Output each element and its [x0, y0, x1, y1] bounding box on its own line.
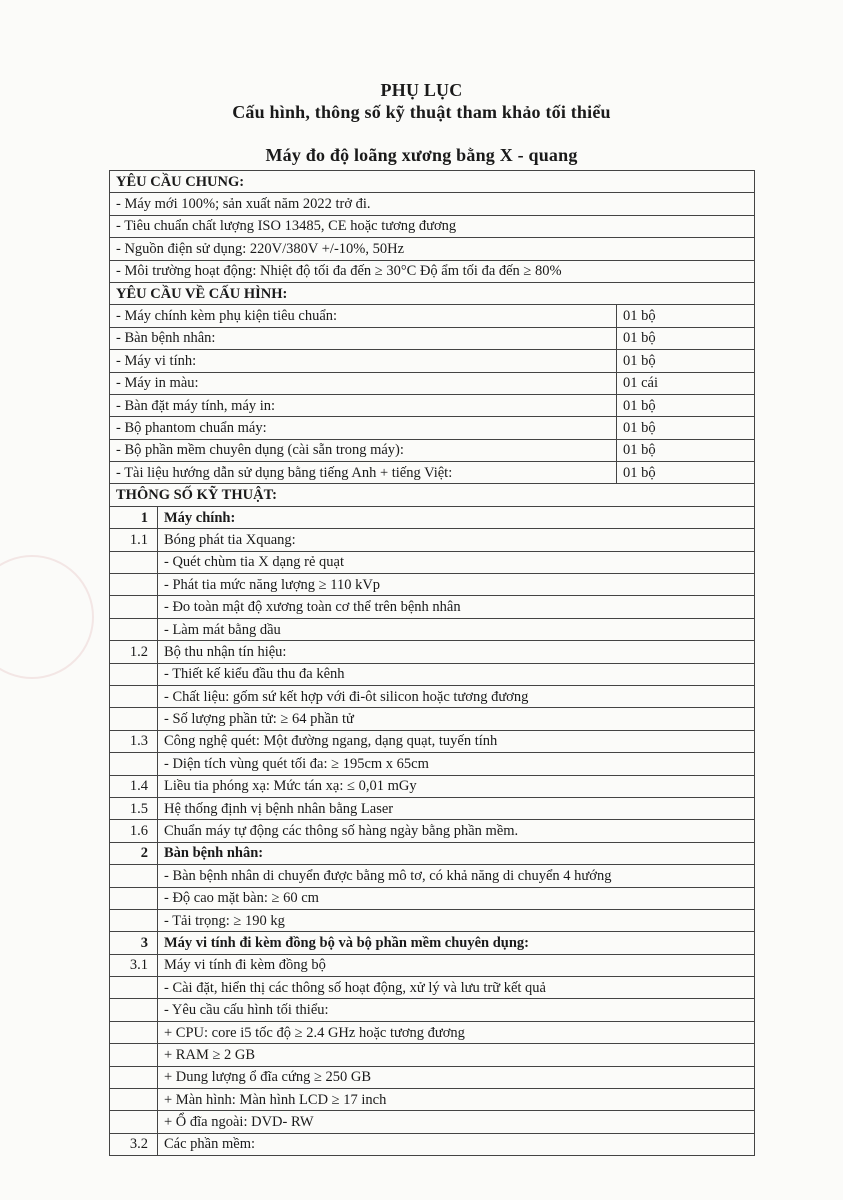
- config-item-label: - Tài liệu hướng dẫn sử dụng bằng tiếng Anh + tiếng Việt:: [110, 462, 617, 484]
- spec-row-text: Máy vi tính đi kèm đồng bộ: [158, 954, 755, 976]
- spec-row-number: [110, 1021, 158, 1043]
- spec-row-number: [110, 663, 158, 685]
- spec-row-number: 3.1: [110, 954, 158, 976]
- spec-row-number: 1.4: [110, 775, 158, 797]
- spec-row-text: - Chất liệu: gốm sứ kết hợp với đi-ôt silicon hoặc tương đương: [158, 685, 755, 707]
- general-requirement-item: - Nguồn điện sử dụng: 220V/380V +/-10%, 50Hz: [110, 238, 755, 260]
- spec-row-text: + Dung lượng ổ đĩa cứng ≥ 250 GB: [158, 1066, 755, 1088]
- spec-row-number: [110, 685, 158, 707]
- spec-row-number: 1.5: [110, 797, 158, 819]
- appendix-title: PHỤ LỤC: [380, 80, 463, 100]
- spec-row-number: [110, 753, 158, 775]
- config-item-quantity: 01 bộ: [617, 417, 755, 439]
- spec-row-number: [110, 909, 158, 931]
- faded-stamp: [0, 555, 94, 679]
- spec-row-number: 1: [110, 506, 158, 528]
- spec-row-number: 1.6: [110, 820, 158, 842]
- spec-table: [109, 170, 755, 1156]
- spec-row-text: Các phần mềm:: [158, 1133, 755, 1155]
- config-item-quantity: 01 bộ: [617, 439, 755, 461]
- config-item-label: - Bàn đặt máy tính, máy in:: [110, 394, 617, 416]
- spec-row-number: [110, 618, 158, 640]
- config-item-quantity: 01 cái: [617, 372, 755, 394]
- spec-row-text: - Tải trọng: ≥ 190 kg: [158, 909, 755, 931]
- general-requirement-item: - Máy mới 100%; sản xuất năm 2022 trở đi.: [110, 193, 755, 215]
- config-item-label: - Bộ phantom chuẩn máy:: [110, 417, 617, 439]
- spec-row-number: 1.1: [110, 529, 158, 551]
- device-title: Máy đo độ loãng xương bằng X - quang: [265, 145, 578, 165]
- spec-row-text: - Số lượng phần tử: ≥ 64 phần tử: [158, 708, 755, 730]
- spec-table-body: [110, 171, 755, 1156]
- spec-row-number: [110, 1044, 158, 1066]
- spec-row-number: 1.3: [110, 730, 158, 752]
- config-item-quantity: 01 bộ: [617, 394, 755, 416]
- spec-row-text: Liều tia phóng xạ: Mức tán xạ: ≤ 0,01 mGy: [158, 775, 755, 797]
- document-subtitle: Cấu hình, thông số kỹ thuật tham khảo tối thiểu: [232, 102, 611, 122]
- config-item-label: - Máy in màu:: [110, 372, 617, 394]
- spec-row-number: [110, 1111, 158, 1133]
- spec-row-text: Công nghệ quét: Một đường ngang, dạng quạt, tuyến tính: [158, 730, 755, 752]
- config-item-quantity: 01 bộ: [617, 350, 755, 372]
- config-item-label: - Máy vi tính:: [110, 350, 617, 372]
- general-requirements-header: YÊU CẦU CHUNG:: [110, 171, 755, 193]
- spec-row-number: [110, 1089, 158, 1111]
- spec-row-number: 2: [110, 842, 158, 864]
- general-requirement-item: - Tiêu chuẩn chất lượng ISO 13485, CE hoặc tương đương: [110, 215, 755, 237]
- spec-row-number: [110, 596, 158, 618]
- spec-row-number: [110, 977, 158, 999]
- spec-row-number: 1.2: [110, 641, 158, 663]
- config-item-quantity: 01 bộ: [617, 462, 755, 484]
- general-requirement-item: - Môi trường hoạt động: Nhiệt độ tối đa đến ≥ 30°C Độ ẩm tối đa đến ≥ 80%: [110, 260, 755, 282]
- spec-row-text: Máy vi tính đi kèm đồng bộ và bộ phần mềm chuyên dụng:: [158, 932, 755, 954]
- configuration-header: YÊU CẦU VỀ CẤU HÌNH:: [110, 282, 755, 304]
- spec-row-text: Chuẩn máy tự động các thông số hàng ngày bằng phần mềm.: [158, 820, 755, 842]
- spec-row-text: - Cài đặt, hiển thị các thông số hoạt động, xử lý và lưu trữ kết quả: [158, 977, 755, 999]
- spec-row-number: [110, 865, 158, 887]
- config-item-label: - Máy chính kèm phụ kiện tiêu chuẩn:: [110, 305, 617, 327]
- spec-row-text: - Quét chùm tia X dạng rẻ quạt: [158, 551, 755, 573]
- spec-row-text: - Thiết kế kiểu đầu thu đa kênh: [158, 663, 755, 685]
- spec-row-number: [110, 999, 158, 1021]
- spec-row-number: [110, 708, 158, 730]
- config-item-quantity: 01 bộ: [617, 305, 755, 327]
- spec-row-text: - Độ cao mặt bàn: ≥ 60 cm: [158, 887, 755, 909]
- spec-row-text: - Diện tích vùng quét tối đa: ≥ 195cm x 65cm: [158, 753, 755, 775]
- config-item-quantity: 01 bộ: [617, 327, 755, 349]
- spec-row-text: - Làm mát bằng dầu: [158, 618, 755, 640]
- spec-row-number: 3.2: [110, 1133, 158, 1155]
- spec-row-text: Hệ thống định vị bệnh nhân bằng Laser: [158, 797, 755, 819]
- spec-row-text: + Ổ đĩa ngoài: DVD- RW: [158, 1111, 755, 1133]
- spec-row-number: [110, 551, 158, 573]
- spec-row-text: Bàn bệnh nhân:: [158, 842, 755, 864]
- spec-row-text: Bộ thu nhận tín hiệu:: [158, 641, 755, 663]
- spec-row-text: - Đo toàn mật độ xương toàn cơ thể trên bệnh nhân: [158, 596, 755, 618]
- spec-row-text: + RAM ≥ 2 GB: [158, 1044, 755, 1066]
- spec-row-number: 3: [110, 932, 158, 954]
- spec-row-text: - Phát tia mức năng lượng ≥ 110 kVp: [158, 574, 755, 596]
- spec-row-text: + CPU: core i5 tốc độ ≥ 2.4 GHz hoặc tương đương: [158, 1021, 755, 1043]
- spec-row-text: + Màn hình: Màn hình LCD ≥ 17 inch: [158, 1089, 755, 1111]
- spec-row-number: [110, 1066, 158, 1088]
- spec-row-number: [110, 887, 158, 909]
- spec-row-text: - Bàn bệnh nhân di chuyển được bằng mô tơ, có khả năng di chuyển 4 hướng: [158, 865, 755, 887]
- spec-row-text: Bóng phát tia Xquang:: [158, 529, 755, 551]
- spec-row-number: [110, 574, 158, 596]
- specifications-header: THÔNG SỐ KỸ THUẬT:: [110, 484, 755, 506]
- config-item-label: - Bộ phần mềm chuyên dụng (cài sẵn trong máy):: [110, 439, 617, 461]
- spec-row-text: Máy chính:: [158, 506, 755, 528]
- config-item-label: - Bàn bệnh nhân:: [110, 327, 617, 349]
- spec-row-text: - Yêu cầu cấu hình tối thiểu:: [158, 999, 755, 1021]
